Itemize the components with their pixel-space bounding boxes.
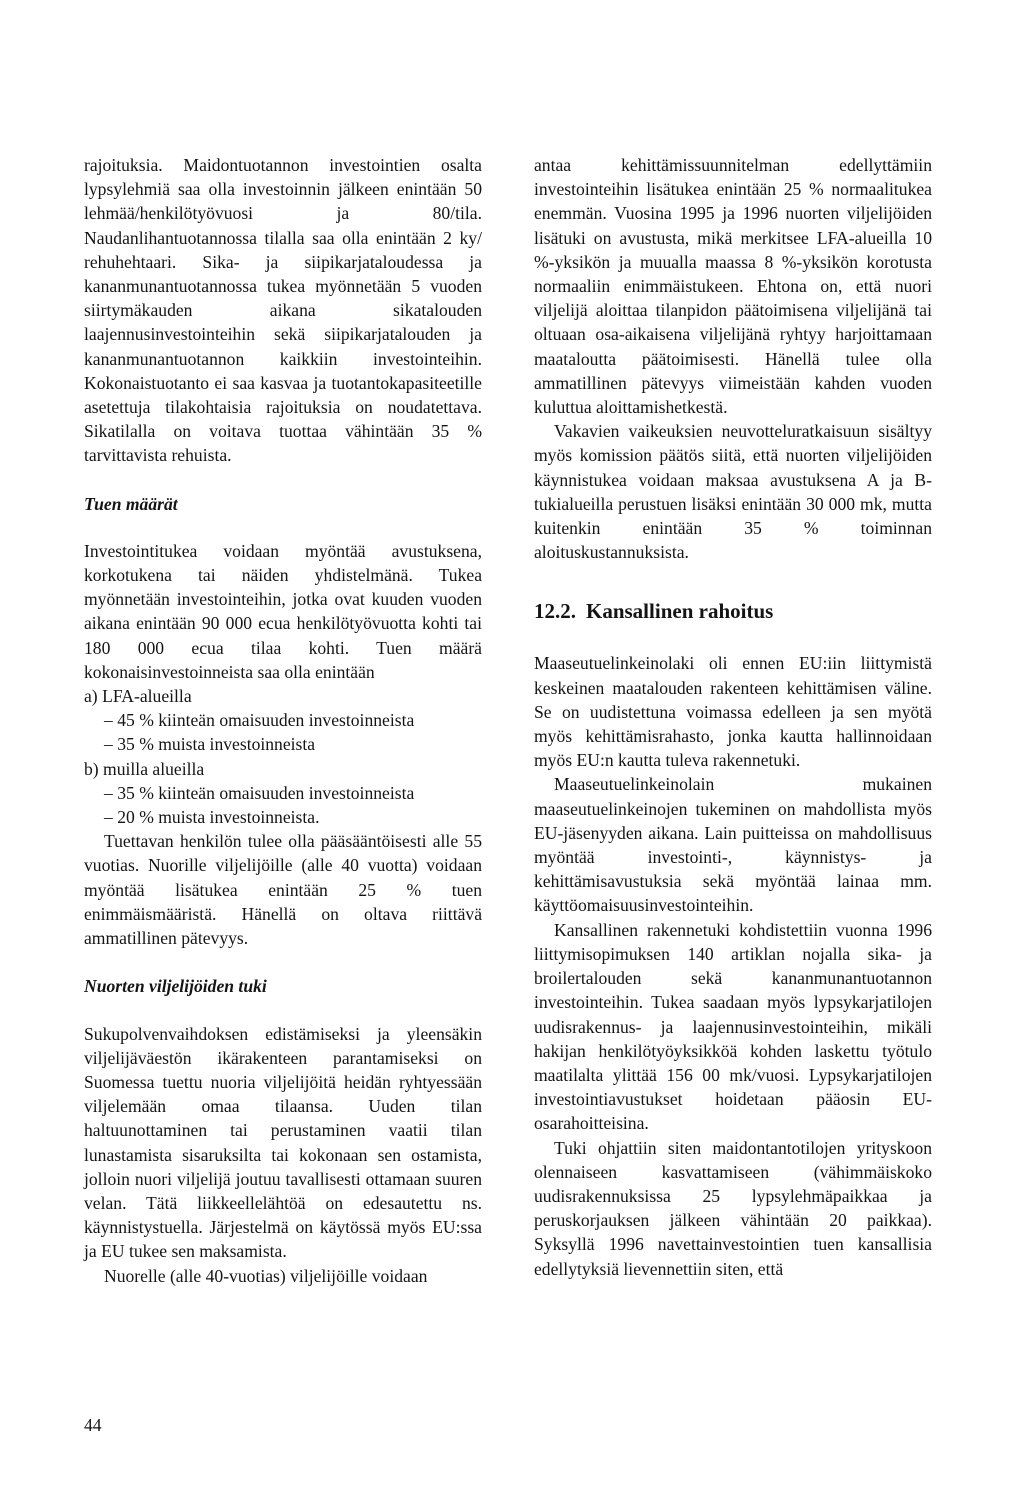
right-paragraph-1: antaa kehittämissuunnitelman edellyttämiin investointeihin lisätukea enintään 25 % normaalitukea enemmän. Vuosina 1995 ja 1996 nuorten viljelijöiden lisätuki on avustusta, mikä merkitsee LFA-alueilla 10 %-yksikön ja muualla maassa 8 %-yksikön korotusta normaaliin enimmäistukeen. Ehtona on, että nuori viljelijä aloittaa tilanpidon päätoimisena viljelijänä tai oltuaan osa-aikaisena viljelijänä ryhtyy harjoittamaan maataloutta päätoimisesti. Hänellä tulee olla ammatillinen pätevyys viimeistään kahden vuoden kuluttua aloittamishetkestä. bbox=[534, 155, 932, 418]
right-paragraph-5: Kansallinen rakennetuki kohdistettiin vuonna 1996 liittymisopimuksen 140 artiklan nojalla sika- ja broilertalouden sekä kananmunantuotannon investointeihin. Tukea saadaan myös lypsykarjatilojen uudisrakennus- ja laajennusinvestointeihin, mikäli hakijan henkilötyöyksikköä kohden laskettu työtulo maatilalta ylittää 156 00 mk/vuosi. Lypsykarjatilojen investointiavustukset hoidetaan pääosin EU-osarahoitteisina. bbox=[534, 919, 932, 1134]
section-number: 12.2. bbox=[534, 599, 576, 624]
list-item-b2: – 20 % muista investoinneista. bbox=[104, 807, 320, 828]
list-label-a: a) LFA-alueilla bbox=[84, 686, 192, 707]
section-heading-12-2 bbox=[534, 598, 932, 624]
list-item-a2: – 35 % muista investoinneista bbox=[104, 734, 316, 755]
list-item-b1: – 35 % kiinteän omaisuuden investoinneista bbox=[104, 782, 415, 803]
left-paragraph-1: rajoituksia. Maidontuotannon investointien osalta lypsylehmiä saa olla investoinnin jälkeen enintään 50 lehmää/henkilötyövuosi ja 80/tila. Naudanlihantuotannossa tilalla saa olla enintään 2 ky/ rehuhehtaari. Sika- ja siipikarjataloudessa ja kananmunantuotannossa tukea myönnetään 5 vuoden siirtymäkauden aikana sikatalouden laajennusinvestointeihin sekä siipikarjatalouden ja kananmunantuotannon kaikkiin investointeihin. Kokonaistuotanto ei saa kasvaa ja tuotantokapasiteetille asetettuja tilakohtaisia rajoituksia on noudatettava. Sikatilalla on voitava tuottaa vähintään 35 % tarvittavista rehuista. bbox=[84, 155, 482, 466]
section-title: Kansallinen rahoitus bbox=[586, 599, 774, 624]
right-paragraph-3: Maaseutuelinkeinolaki oli ennen EU:iin liittymistä keskeinen maatalouden rakenteen kehittämisen väline. Se on uudistettuna voimassa edelleen ja sen myötä myös kehittämisrahasto, jonka kautta hallinnoidaan myös EU:n kautta tuleva rakennetuki. bbox=[534, 653, 932, 771]
left-paragraph-4: Sukupolvenvaihdoksen edistämiseksi ja yleensäkin viljelijäväestön ikärakenteen parantamiseksi on Suomessa tuettu nuoria viljelijöitä heidän ryhtyessään viljelemään omaa tilaansa. Uuden tilan haltuunottaminen tai perustaminen vaatii tilan lunastamista sisaruksilta tai kokonaan sen ostamista, jolloin nuori viljelijä joutuu tavallisesti ottamaan suuren velan. Tätä liikkeellelähtöä on edesautettu ns. käynnistystuella. Järjestelmä on käytössä myös EU:ssa ja EU tukee sen maksamista. bbox=[84, 1023, 482, 1262]
left-paragraph-5: Nuorelle (alle 40-vuotias) viljelijöille voidaan bbox=[104, 1265, 428, 1286]
right-paragraph-4: Maaseutuelinkeinolain mukainen maaseutuelinkeinojen tukeminen on mahdollista myös EU-jäsenyyden aikana. Lain puitteissa on mahdollisuus myöntää investointi-, käynnistys- ja kehittämisavustuksia sekä myöntää lainaa mm. käyttöomaisuusinvestointeihin. bbox=[534, 774, 932, 916]
left-paragraph-3: Tuettavan henkilön tulee olla pääsääntöisesti alle 55 vuotias. Nuorille viljelijöille (alle 40 vuotta) voidaan myöntää lisätukea enintään 25 % tuen enimmäismääristä. Hänellä on oltava riittävä ammatillinen pätevyys. bbox=[84, 831, 482, 949]
left-column bbox=[84, 153, 482, 1288]
right-paragraph-6: Tuki ohjattiin siten maidontantotilojen yrityskoon olennaiseen kasvattamiseen (vähimmäiskoko uudisrakennuksissa 25 lypsylehmäpaikkaa ja peruskorjauksen jälkeen vähintään 20 paikkaa). Syksyllä 1996 navettainvestointien tuen kansallisia edellytyksiä lievennettiin siten, että bbox=[534, 1137, 932, 1279]
right-paragraph-2: Vakavien vaikeuksien neuvotteluratkaisuun sisältyy myös komission päätös siitä, että nuorten viljelijöiden käynnistukea voidaan maksaa avustuksena A ja B-tukialueilla perustuen lisäksi enintään 30 000 mk, mutta kuitenkin enintään 35 % toiminnan aloituskustannuksista. bbox=[534, 421, 932, 563]
heading-nuorten-viljelijoiden-tuki: Nuorten viljelijöiden tuki bbox=[84, 976, 267, 997]
support-amount-list bbox=[84, 684, 482, 829]
heading-tuen-maarat: Tuen määrät bbox=[84, 493, 178, 514]
left-paragraph-2: Investointitukea voidaan myöntää avustuksena, korkotukena tai näiden yhdistelmänä. Tukea myönnetään investointeihin, jotka ovat kuuden vuoden aikana enintään 90 000 ecua henkilötyövuotta kohti tai 180 000 ecua tilaa kohti. Tuen määrä kokonaisinvestoinneista saa olla enintään bbox=[84, 540, 482, 682]
right-column bbox=[534, 153, 932, 1281]
page-number: 44 bbox=[84, 1415, 102, 1435]
list-item-a1: – 45 % kiinteän omaisuuden investoinneista bbox=[104, 710, 415, 731]
list-label-b: b) muilla alueilla bbox=[84, 758, 205, 779]
